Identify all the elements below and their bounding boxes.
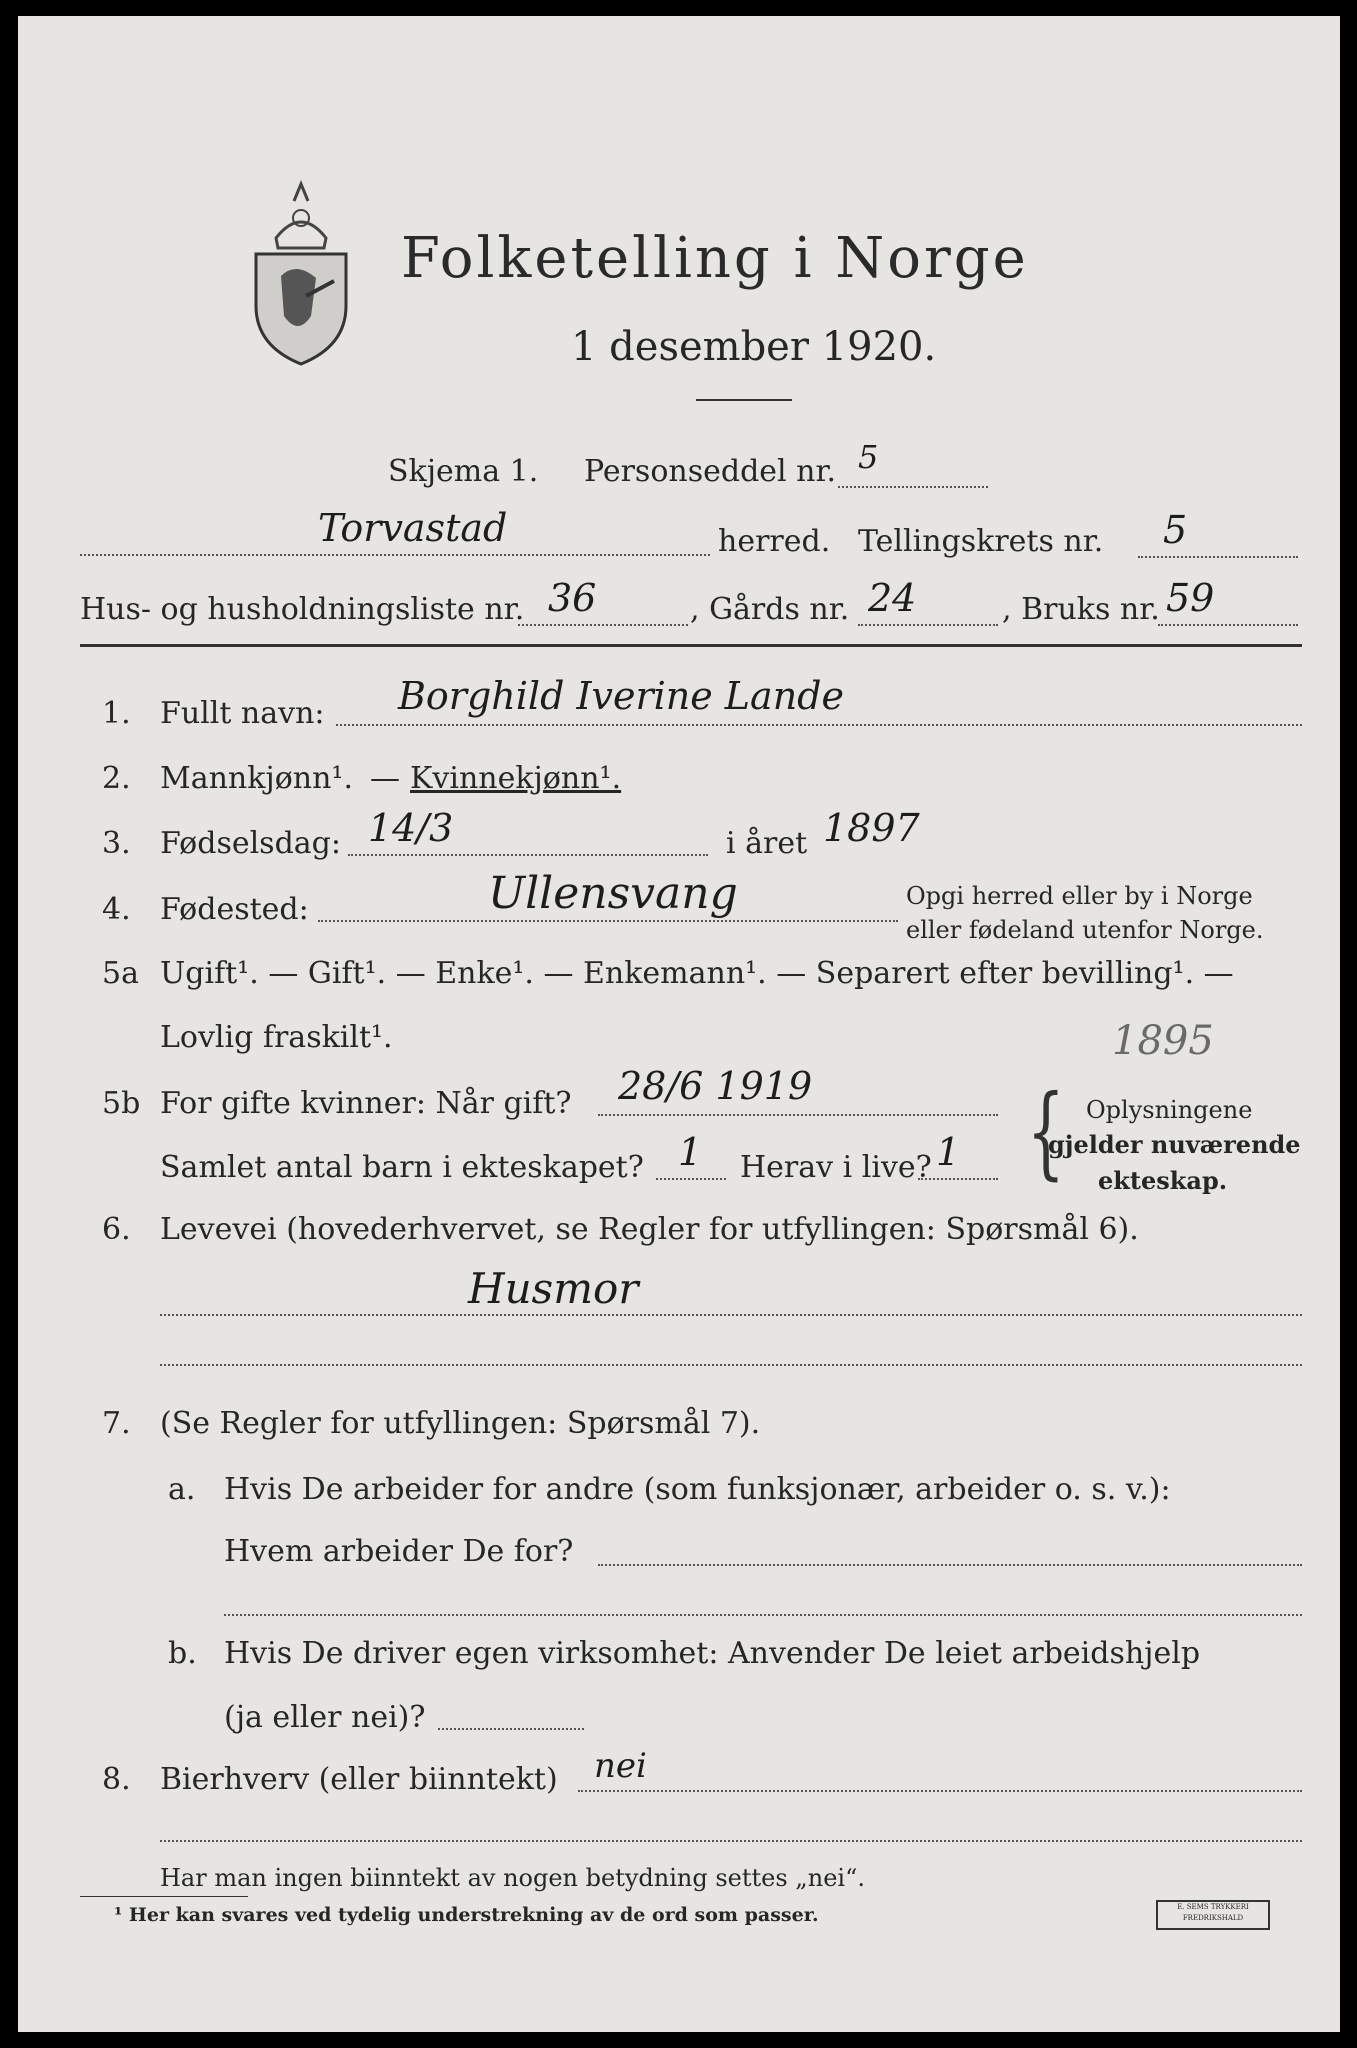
q5a-line2: Lovlig fraskilt¹. (160, 1020, 393, 1055)
footnote: ¹ Her kan svares ved tydelig understrekning av de ord som passer. (114, 1904, 819, 1926)
gards-label: , Gårds nr. (690, 592, 850, 627)
q5a-number: 5a (102, 956, 139, 991)
q6-field-line1 (160, 1314, 1302, 1316)
census-date: 1 desember 1920. (571, 324, 937, 370)
q5b-value-married: 28/6 1919 (618, 1064, 813, 1108)
gards-field (858, 624, 998, 626)
q3-value: 14/3 (368, 806, 454, 850)
q4-number: 4. (102, 892, 131, 927)
q7-label: (Se Regler for utfyllingen: Spørsmål 7). (160, 1406, 761, 1441)
header-divider (80, 644, 1302, 647)
q7b-line2: (ja eller nei)? (224, 1700, 426, 1735)
q8-label: Bierhverv (eller biinntekt) (160, 1762, 558, 1797)
q6-field-line2 (160, 1364, 1302, 1366)
q2-dash: — (370, 761, 400, 796)
q7a-line1: Hvis De arbeider for andre (som funksjonær, arbeider o. s. v.): (224, 1472, 1171, 1507)
personseddel-value: 5 (858, 438, 879, 476)
q7b-number: b. (168, 1636, 197, 1671)
q5b-note-line3: ekteskap. (1098, 1166, 1228, 1195)
herred-value: Torvastad (318, 506, 508, 550)
q5b-label-children: Samlet antal barn i ekteskapet? (160, 1150, 644, 1185)
footer-note: Har man ingen biinntekt av nogen betydning settes „nei“. (160, 1864, 865, 1892)
q7-number: 7. (102, 1406, 131, 1441)
q5b-label-married: For gifte kvinner: Når gift? (160, 1086, 572, 1121)
q4-value: Ullensvang (488, 868, 738, 919)
q5b-field-alive (918, 1178, 998, 1180)
q7a-field-line1 (598, 1564, 1302, 1566)
q4-label: Fødested: (160, 892, 309, 927)
q8-number: 8. (102, 1762, 131, 1797)
bruks-label: , Bruks nr. (1002, 592, 1160, 627)
q2-female: Kvinnekjønn¹. (410, 761, 622, 796)
census-form (18, 16, 1340, 2032)
q7a-line2: Hvem arbeider De for? (224, 1534, 574, 1569)
q6-value: Husmor (468, 1264, 639, 1313)
pencil-year-annotation: 1895 (1112, 1018, 1214, 1064)
personseddel-label: Personseddel nr. (584, 454, 837, 489)
q4-field (318, 920, 898, 922)
q6-label: Levevei (hovederhvervet, se Regler for utfyllingen: Spørsmål 6). (160, 1212, 1139, 1247)
footnote-rule (80, 1896, 248, 1897)
gards-value: 24 (868, 576, 917, 620)
q1-label: Fullt navn: (160, 696, 325, 731)
q7a-field-line2 (224, 1614, 1302, 1616)
q8-value: nei (594, 1746, 647, 1786)
personseddel-field (838, 486, 988, 488)
q5b-field-married (598, 1114, 998, 1116)
q4-note-line1: Opgi herred eller by i Norge (906, 882, 1253, 910)
q7a-number: a. (168, 1472, 196, 1507)
q2-number: 2. (102, 761, 131, 796)
q2-male: Mannkjønn¹. (160, 761, 353, 796)
printer-stamp: E. SEMS TRYKKERI FREDRIKSHALD (1156, 1900, 1270, 1930)
q3-field (348, 854, 708, 856)
q8-field-line1 (578, 1790, 1302, 1792)
skjema-label: Skjema 1. (388, 454, 539, 489)
q5b-number: 5b (102, 1086, 141, 1121)
q5b-note-line1: Oplysningene (1086, 1096, 1253, 1124)
husliste-value: 36 (548, 576, 597, 620)
q5a-line1: Ugift¹. — Gift¹. — Enke¹. — Enkemann¹. — Separert efter bevilling¹. — (160, 956, 1234, 991)
q1-value: Borghild Iverine Lande (398, 674, 844, 718)
herred-field (80, 554, 710, 556)
q5b-note-line2: gjelder nuværende (1048, 1130, 1301, 1159)
bruks-field (1158, 624, 1298, 626)
q5b-value-alive: 1 (936, 1130, 961, 1174)
q1-number: 1. (102, 696, 131, 731)
q5b-label-alive: Herav i live? (740, 1150, 932, 1185)
q5b-field-children (656, 1178, 726, 1180)
title-underline (696, 399, 792, 401)
form-title: Folketelling i Norge (401, 226, 1029, 291)
herred-label: herred. (718, 524, 831, 559)
q3-year-value: 1897 (823, 806, 920, 850)
coat-of-arms-icon (236, 166, 366, 366)
husliste-field (518, 624, 688, 626)
husliste-label: Hus- og husholdningsliste nr. (80, 592, 525, 627)
q3-number: 3. (102, 826, 131, 861)
q8-field-line2 (160, 1840, 1302, 1842)
q6-number: 6. (102, 1212, 131, 1247)
q5b-brace: { (1026, 1073, 1065, 1190)
tellingskrets-value: 5 (1163, 508, 1188, 552)
tellingskrets-field (1138, 556, 1298, 558)
q5b-value-children: 1 (678, 1130, 703, 1174)
tellingskrets-label: Tellingskrets nr. (858, 524, 1104, 559)
q3-label: Fødselsdag: (160, 826, 341, 861)
q4-note-line2: eller fødeland utenfor Norge. (906, 916, 1264, 944)
bruks-value: 59 (1166, 576, 1215, 620)
q3-year-label: i året (726, 826, 808, 861)
q7b-field (438, 1728, 584, 1730)
q7b-line1: Hvis De driver egen virksomhet: Anvender De leiet arbeidshjelp (224, 1636, 1201, 1671)
q1-field (336, 724, 1302, 726)
